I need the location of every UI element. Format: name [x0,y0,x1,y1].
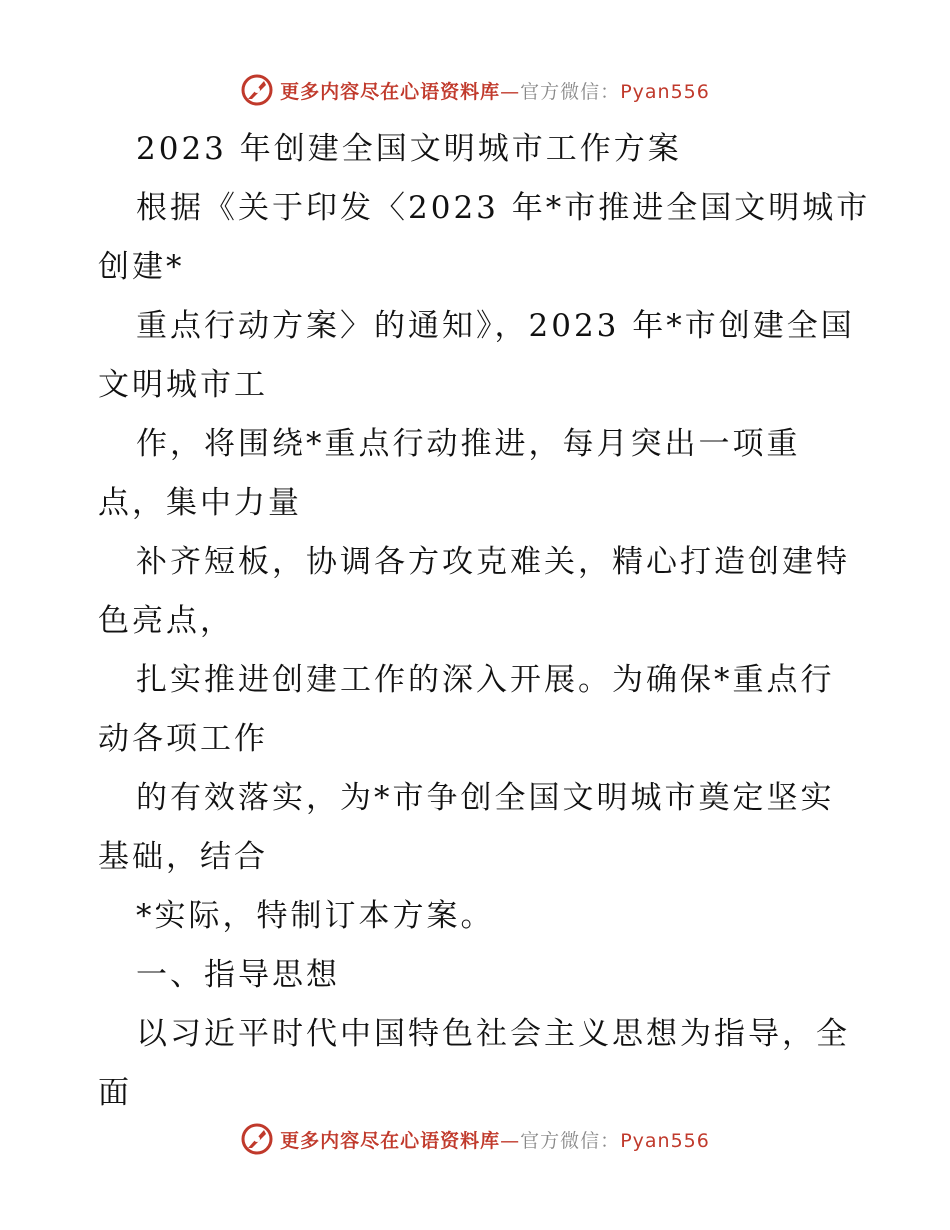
text-line: 点，集中力量 [98,485,302,521]
text-line: 创建* [98,249,185,285]
text-line: 色亮点， [98,603,234,639]
watermark-main-text: 更多内容尽在心语资料库 [280,1129,501,1152]
watermark-dash: — [500,80,521,103]
quill-logo-icon [240,1122,274,1156]
text-line: 扎实推进创建工作的深入开展。为确保*重点行 [136,662,835,698]
header-watermark [0,70,950,110]
text-line: 作，将围绕*重点行动推进，每月突出一项重 [136,426,801,462]
text-line: 以习近平时代中国特色社会主义思想为指导，全 [136,1016,850,1052]
watermark-wechat-id: Pyan556 [620,1129,710,1152]
text-line: *实际，特制订本方案。 [136,898,495,934]
text-line: 的有效落实，为*市争创全国文明城市奠定坚实 [136,780,835,816]
text-line: 重点行动方案〉的通知》，2023 年*市创建全国 [136,308,855,344]
watermark-dash: — [500,1129,521,1152]
document-body [98,120,871,1123]
text-line: 2023 年创建全国文明城市工作方案 [136,131,682,167]
footer-watermark [0,1119,950,1159]
watermark-main-text: 更多内容尽在心语资料库 [280,80,501,103]
text-line: 面 [98,1075,132,1111]
text-line: 文明城市工 [98,367,268,403]
text-line: 根据《关于印发〈2023 年*市推进全国文明城市 [136,190,871,226]
watermark-wechat-label: 官方微信： [520,80,621,103]
watermark-wechat-label: 官方微信： [520,1129,621,1152]
watermark-wechat-id: Pyan556 [620,80,710,103]
quill-logo-icon [240,73,274,107]
text-line: 一、指导思想 [136,957,340,993]
text-line: 基础，结合 [98,839,268,875]
text-line: 动各项工作 [98,721,268,757]
text-line: 补齐短板，协调各方攻克难关，精心打造创建特 [136,544,850,580]
